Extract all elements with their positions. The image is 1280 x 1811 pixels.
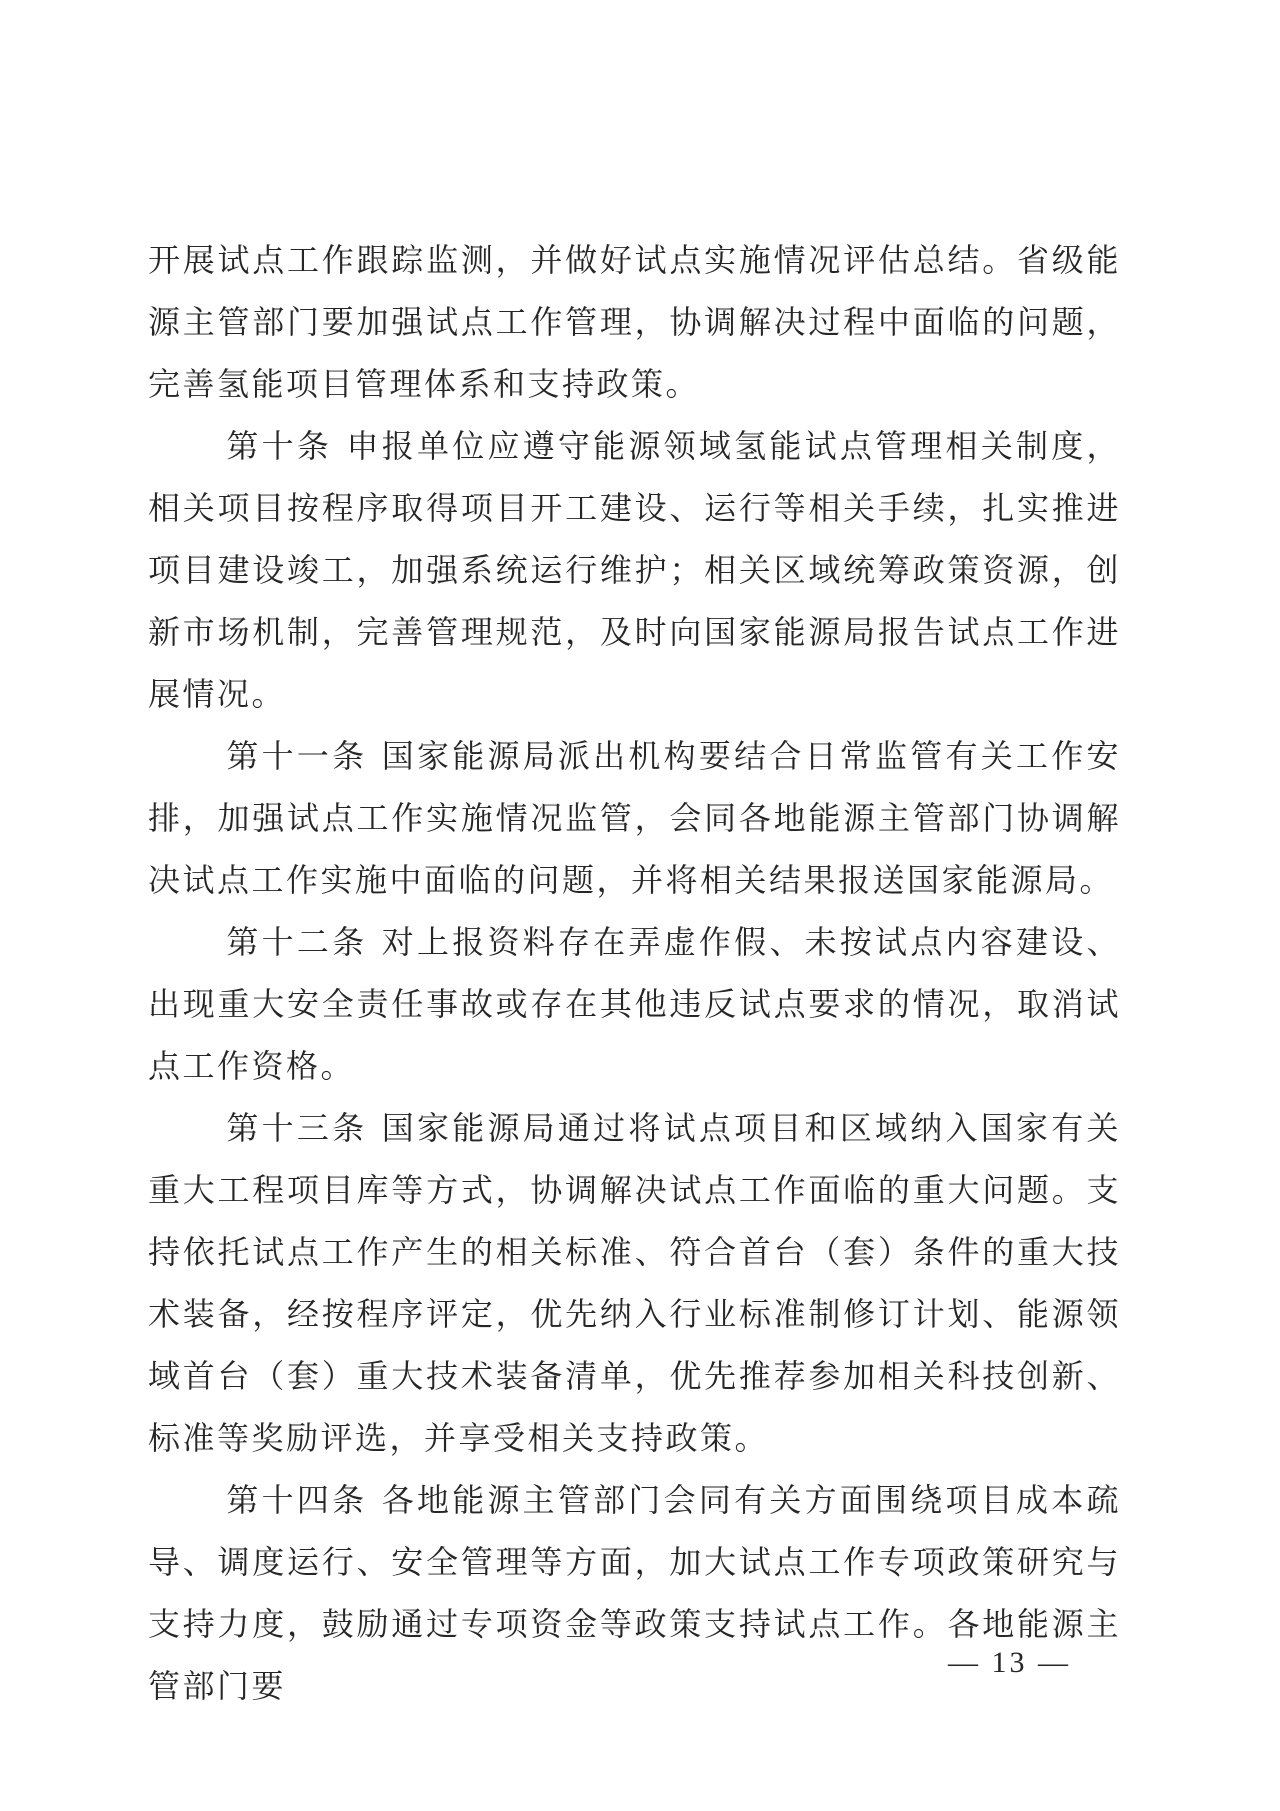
paragraph-text: 申报单位应遵守能源领域氢能试点管理相关制度，相关项目按程序取得项目开工建设、运行等相关手续，扎实推进项目建设竣工，加强系统运行维护；相关区域统筹政策资源，创新市场机制，完善管理规范，及时向国家能源局报告试点工作进展情况。 — [148, 428, 1121, 712]
paragraph-text: 对上报资料存在弄虚作假、未按试点内容建设、出现重大安全责任事故或存在其他违反试点要求的情况，取消试点工作资格。 — [148, 924, 1121, 1084]
article-number: 第十条 — [226, 428, 333, 464]
paragraph — [148, 1097, 1121, 1469]
page-number: — 13 — — [948, 1646, 1071, 1679]
paragraph-text: 开展试点工作跟踪监测，并做好试点实施情况评估总结。省级能源主管部门要加强试点工作管理，协调解决过程中面临的问题，完善氢能项目管理体系和支持政策。 — [148, 242, 1121, 402]
paragraph-text: 各地能源主管部门会同有关方面围绕项目成本疏导、调度运行、安全管理等方面，加大试点工作专项政策研究与支持力度，鼓励通过专项资金等政策支持试点工作。各地能源主管部门要 — [148, 1482, 1121, 1704]
article-number: 第十三条 — [226, 1110, 368, 1146]
article-number: 第十四条 — [226, 1482, 368, 1518]
paragraph — [148, 415, 1121, 725]
paragraph — [148, 911, 1121, 1097]
article-number: 第十一条 — [226, 738, 368, 774]
paragraph — [148, 229, 1121, 415]
document-body — [148, 229, 1121, 1717]
paragraph-text: 国家能源局派出机构要结合日常监管有关工作安排，加强试点工作实施情况监管，会同各地能源主管部门协调解决试点工作实施中面临的问题，并将相关结果报送国家能源局。 — [148, 738, 1121, 898]
paragraph — [148, 725, 1121, 911]
paragraph-text: 国家能源局通过将试点项目和区域纳入国家有关重大工程项目库等方式，协调解决试点工作面临的重大问题。支持依托试点工作产生的相关标准、符合首台（套）条件的重大技术装备，经按程序评定，优先纳入行业标准制修订计划、能源领域首台（套）重大技术装备清单，优先推荐参加相关科技创新、标准等奖励评选，并享受相关支持政策。 — [148, 1110, 1121, 1456]
article-number: 第十二条 — [226, 924, 368, 960]
